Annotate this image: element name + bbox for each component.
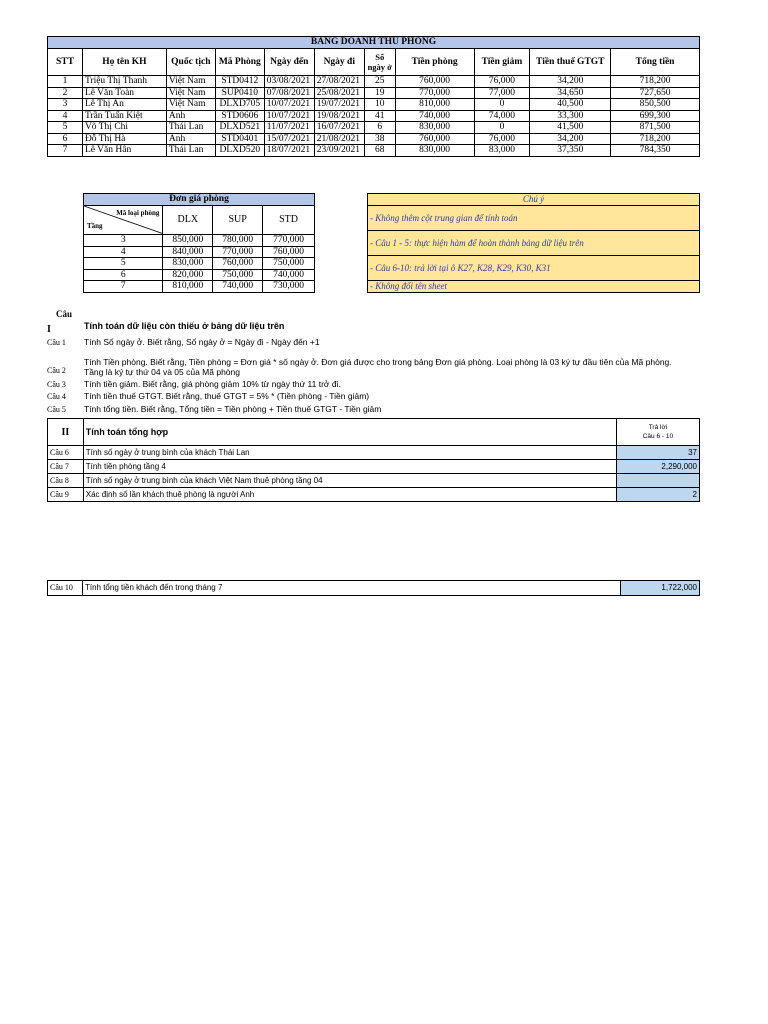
answer-cell[interactable]: 1,722,000 — [621, 581, 700, 596]
table-cell: 19/08/2021 — [314, 110, 364, 122]
price-cell: 850,000 — [163, 235, 213, 247]
question-text: Xác định số lần khách thuê phòng là người Anh — [83, 488, 616, 502]
floor-cell: 3 — [84, 235, 163, 247]
table-cell: Đỗ Thị Hà — [82, 133, 166, 145]
price-cell: 740,000 — [263, 269, 315, 281]
table-cell: Trần Tuấn Kiệt — [82, 110, 166, 122]
diagonal-header-cell — [84, 206, 163, 235]
price-cell: 830,000 — [163, 258, 213, 270]
header-cell: Họ tên KH — [82, 49, 166, 76]
table-cell: DLXD520 — [215, 145, 264, 157]
table-row — [48, 145, 700, 157]
header-cell: Tiền thuế GTGT — [530, 49, 611, 76]
header-cell: STT — [48, 49, 83, 76]
header-cell: Ngày đi — [314, 49, 364, 76]
table-cell: Triệu Thị Thanh — [82, 76, 166, 88]
table-cell: 6 — [48, 133, 83, 145]
table-row — [48, 122, 700, 134]
table-cell: STD0412 — [215, 76, 264, 88]
table-cell: 15/07/2021 — [264, 133, 314, 145]
note-item: - Không đổi tên sheet — [368, 281, 700, 293]
header-cell: Tổng tiền — [611, 49, 700, 76]
table-cell: Anh — [166, 133, 215, 145]
table-cell: 03/08/2021 — [264, 76, 314, 88]
table-cell: 33,300 — [530, 110, 611, 122]
table-cell: Lê Thị An — [82, 99, 166, 111]
table-cell: 830,000 — [395, 122, 474, 134]
table-cell: 21/08/2021 — [314, 133, 364, 145]
note-item: - Không thêm cột trung gian để tính toán — [368, 206, 700, 231]
table-cell: 74,000 — [474, 110, 530, 122]
table-cell: 27/08/2021 — [314, 76, 364, 88]
room-type-header: STD — [263, 206, 315, 235]
floor-cell: 7 — [84, 281, 163, 293]
answer-header — [616, 419, 699, 446]
question-text: Tính Tiền phòng. Biết rằng, Tiền phòng = Đơn giá * số ngày ở. Đơn giá được cho trong bảng Đơn giá phòng. Loại phòng là 03 ký tự đầu tiên của Mã phòng. Tầng là ký tự thứ 04 và 05 của Mã phòng — [84, 357, 672, 377]
question-label: Câu 6 — [48, 446, 84, 460]
price-cell: 770,000 — [263, 235, 315, 247]
table-cell: 718,200 — [611, 76, 700, 88]
table-cell: 830,000 — [395, 145, 474, 157]
table-row — [48, 99, 700, 111]
room-type-header: DLX — [163, 206, 213, 235]
table-cell: 19/07/2021 — [314, 99, 364, 111]
floor-cell: 5 — [84, 258, 163, 270]
table-cell: 699,300 — [611, 110, 700, 122]
question-text: Tính tiền giảm. Biết rằng, giá phòng giảm 10% từ ngày thứ 11 trở đi. — [84, 379, 341, 389]
table-cell: 784,350 — [611, 145, 700, 157]
section-label: I — [47, 324, 51, 335]
table-cell: 770,000 — [395, 87, 474, 99]
price-cell: 820,000 — [163, 269, 213, 281]
table-cell: 5 — [48, 122, 83, 134]
header-cell: Mã Phòng — [215, 49, 264, 76]
table-cell: 34,200 — [530, 76, 611, 88]
question-label: Câu 9 — [48, 488, 84, 502]
section-title: Tính toán dữ liệu còn thiếu ở bảng dữ liệu trên — [84, 321, 285, 331]
question-text: Tính số ngày ở trung bình của khách Thái Lan — [83, 446, 616, 460]
table-cell: Lê Văn Toàn — [82, 87, 166, 99]
price-cell: 810,000 — [163, 281, 213, 293]
answer-cell[interactable]: 2 — [616, 488, 699, 502]
table-cell: Thái Lan — [166, 145, 215, 157]
table-row — [84, 281, 315, 293]
table-row — [48, 76, 700, 88]
table-cell: DLXD521 — [215, 122, 264, 134]
note-item: - Câu 6-10: trả lời tại ô K27, K28, K29, K30, K31 — [368, 256, 700, 281]
table-cell: DLXD705 — [215, 99, 264, 111]
table-cell: 37,350 — [530, 145, 611, 157]
notes-box — [367, 193, 700, 293]
table-cell: SUP0410 — [215, 87, 264, 99]
table-cell: 68 — [364, 145, 395, 157]
table-cell: 18/07/2021 — [264, 145, 314, 157]
table-cell: 0 — [474, 99, 530, 111]
question-label: Câu 10 — [48, 581, 83, 596]
table-cell: 10/07/2021 — [264, 110, 314, 122]
question-text: Tính tiền thuế GTGT. Biết rằng, thuế GTGT = 5% * (Tiền phòng - Tiền giảm) — [84, 391, 370, 401]
table-row — [48, 110, 700, 122]
table-cell: Việt Nam — [166, 76, 215, 88]
table-cell: 40,500 — [530, 99, 611, 111]
table-cell: 740,000 — [395, 110, 474, 122]
table-cell: 10 — [364, 99, 395, 111]
question-label: Câu 3 — [47, 380, 66, 389]
question-label: Câu 1 — [47, 338, 66, 347]
price-cell: 770,000 — [213, 246, 263, 258]
price-cell: 750,000 — [213, 269, 263, 281]
table-cell: 07/08/2021 — [264, 87, 314, 99]
question-text: Tính tổng tiền khách đến trong tháng 7 — [82, 581, 620, 596]
price-cell: 840,000 — [163, 246, 213, 258]
table-cell: Thái Lan — [166, 122, 215, 134]
header-cell: Số ngày ở — [364, 49, 395, 76]
note-item: - Câu 1 - 5: thực hiện hàm để hoàn thành bảng dữ liệu trên — [368, 231, 700, 256]
table-cell: 2 — [48, 87, 83, 99]
question-text: Tính Số ngày ở. Biết rằng, Số ngày ở = Ngày đi - Ngày đến +1 — [84, 337, 320, 347]
table-cell: 0 — [474, 122, 530, 134]
price-cell: 730,000 — [263, 281, 315, 293]
answer-cell[interactable]: 2,290,000 — [616, 460, 699, 474]
question-10-table — [47, 580, 700, 596]
price-cell: 750,000 — [263, 258, 315, 270]
table-row — [48, 87, 700, 99]
table-cell: 25/08/2021 — [314, 87, 364, 99]
table-cell: 760,000 — [395, 133, 474, 145]
section-label: II — [48, 419, 84, 446]
table-cell: 1 — [48, 76, 83, 88]
table-cell: 810,000 — [395, 99, 474, 111]
table-cell: Lê Văn Hân — [82, 145, 166, 157]
header-cell: Tiền phòng — [395, 49, 474, 76]
revenue-table-title: BẢNG DOANH THU PHÒNG — [48, 37, 700, 49]
table-cell: 3 — [48, 99, 83, 111]
table-cell: 77,000 — [474, 87, 530, 99]
room-type-header: SUP — [213, 206, 263, 235]
table-cell: 727,650 — [611, 87, 700, 99]
table-cell: Võ Thị Chi — [82, 122, 166, 134]
table-cell: 19 — [364, 87, 395, 99]
answer-cell[interactable]: 37 — [616, 446, 699, 460]
answer-cell[interactable] — [616, 474, 699, 488]
price-cell: 760,000 — [263, 246, 315, 258]
table-cell: 16/07/2021 — [314, 122, 364, 134]
section-title: Tính toán tổng hợp — [83, 419, 616, 446]
section-label-top: Câu — [56, 309, 73, 319]
table-cell: 10/07/2021 — [264, 99, 314, 111]
question-label: Câu 5 — [47, 405, 66, 414]
question-label: Câu 8 — [48, 474, 84, 488]
table-cell: 76,000 — [474, 76, 530, 88]
table-cell: 718,200 — [611, 133, 700, 145]
floor-cell: 6 — [84, 269, 163, 281]
table-cell: 7 — [48, 145, 83, 157]
room-type-label: Mã loại phòng — [116, 209, 160, 217]
table-cell: 850,500 — [611, 99, 700, 111]
floor-label: Tầng — [87, 221, 103, 230]
floor-cell: 4 — [84, 246, 163, 258]
table-cell: 760,000 — [395, 76, 474, 88]
answer-header-line: Trả lời — [648, 424, 668, 431]
question-text: Tính tiền phòng tầng 4 — [83, 460, 616, 474]
table-row — [84, 246, 315, 258]
table-cell: Anh — [166, 110, 215, 122]
table-cell: 4 — [48, 110, 83, 122]
table-cell: 38 — [364, 133, 395, 145]
notes-title: Chú ý — [368, 194, 700, 206]
table-cell: STD0401 — [215, 133, 264, 145]
room-price-title: Đơn giá phòng — [84, 194, 315, 206]
question-text: Tính số ngày ở trung bình của khách Việt Nam thuê phòng tầng 04 — [83, 474, 616, 488]
table-cell: 41 — [364, 110, 395, 122]
table-cell: 871,500 — [611, 122, 700, 134]
summary-table — [47, 418, 700, 502]
question-label: Câu 7 — [48, 460, 84, 474]
table-cell: 34,650 — [530, 87, 611, 99]
table-cell: 6 — [364, 122, 395, 134]
header-cell: Quốc tịch — [166, 49, 215, 76]
table-cell: Việt Nam — [166, 99, 215, 111]
table-cell: 76,000 — [474, 133, 530, 145]
table-cell: 25 — [364, 76, 395, 88]
price-cell: 740,000 — [213, 281, 263, 293]
revenue-table — [47, 36, 700, 157]
room-price-table — [83, 193, 315, 293]
table-cell: 83,000 — [474, 145, 530, 157]
table-row — [84, 235, 315, 247]
table-row — [48, 133, 700, 145]
table-row — [84, 258, 315, 270]
header-cell: Tiền giảm — [474, 49, 530, 76]
question-label: Câu 4 — [47, 392, 66, 401]
table-row — [84, 269, 315, 281]
price-cell: 780,000 — [213, 235, 263, 247]
table-cell: 23/09/2021 — [314, 145, 364, 157]
header-cell: Ngày đến — [264, 49, 314, 76]
table-cell: STD0606 — [215, 110, 264, 122]
price-cell: 760,000 — [213, 258, 263, 270]
question-label: Câu 2 — [47, 366, 66, 375]
table-cell: 11/07/2021 — [264, 122, 314, 134]
answer-header-line: Câu 6 - 10 — [642, 433, 674, 440]
table-cell: 34,200 — [530, 133, 611, 145]
table-cell: 41,500 — [530, 122, 611, 134]
table-cell: Việt Nam — [166, 87, 215, 99]
question-text: Tính tổng tiền. Biết rằng, Tổng tiền = Tiền phòng + Tiền thuế GTGT - Tiền giảm — [84, 404, 382, 414]
